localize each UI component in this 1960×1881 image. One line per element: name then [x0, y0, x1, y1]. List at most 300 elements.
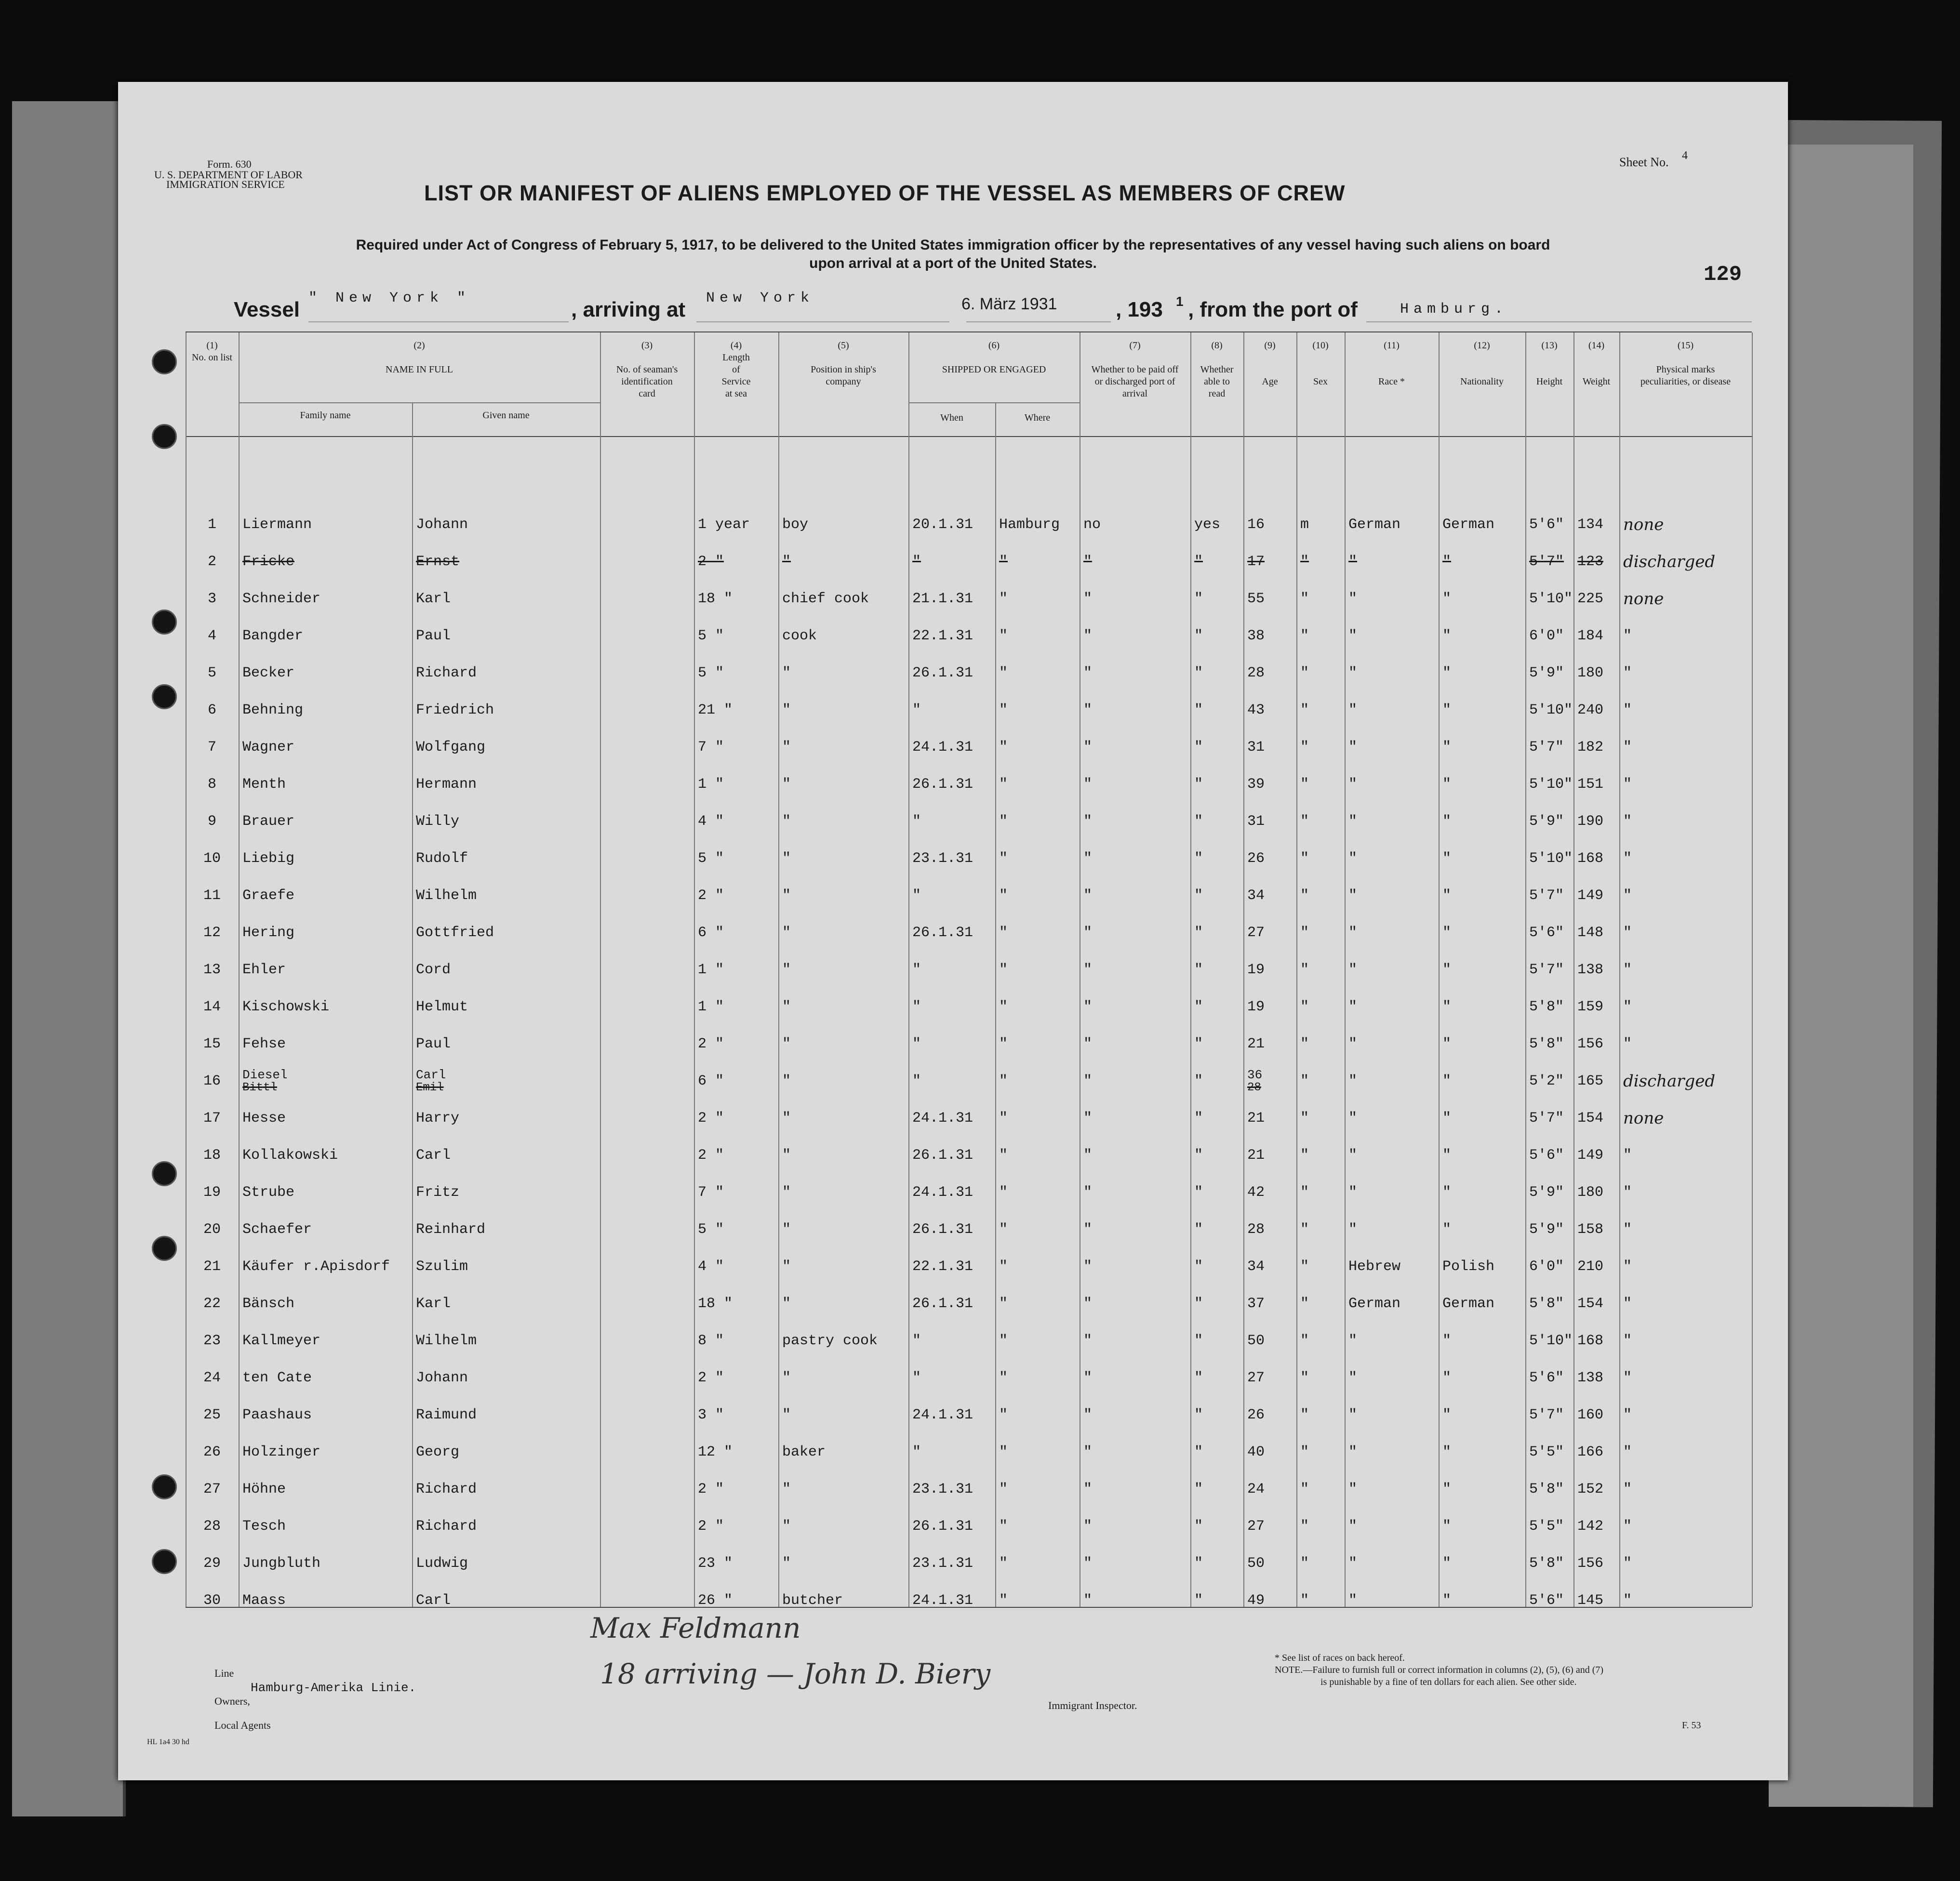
- table-row: [186, 1582, 1749, 1619]
- col2b-label: Given name: [482, 410, 530, 421]
- age: 24: [1247, 1481, 1265, 1497]
- table-row: [186, 654, 1749, 691]
- shipped-when: 26.1.31: [912, 776, 973, 793]
- weight: 134: [1577, 516, 1604, 533]
- shipped-when: ": [912, 1332, 921, 1349]
- nationality: ": [1442, 1406, 1452, 1423]
- row-number: 9: [207, 813, 216, 830]
- vessel-name: " New York ": [308, 290, 471, 306]
- position: ": [782, 1295, 791, 1312]
- id-card: [600, 914, 694, 951]
- department-label: U. S. DEPARTMENT OF LABOR: [154, 169, 303, 181]
- id-card: [600, 1211, 694, 1248]
- weight: 184: [1577, 627, 1604, 644]
- col2-label: NAME IN FULL: [386, 364, 453, 375]
- sex: ": [1300, 1592, 1309, 1609]
- id-card: [600, 580, 694, 617]
- given-name: Szulim: [416, 1258, 468, 1275]
- shipped-when: 22.1.31: [912, 627, 973, 644]
- col12-number: (12): [1474, 340, 1490, 351]
- shipped-where: ": [999, 1073, 1008, 1089]
- sex: ": [1300, 1147, 1309, 1164]
- id-card: [600, 1174, 694, 1211]
- position: baker: [782, 1444, 826, 1460]
- race: ": [1348, 627, 1358, 644]
- form-code: F. 53: [1682, 1720, 1701, 1731]
- age: 50: [1247, 1332, 1265, 1349]
- sex: ": [1300, 1295, 1309, 1312]
- nationality: ": [1442, 998, 1452, 1015]
- row-number: 6: [207, 702, 216, 718]
- age: 37: [1247, 1295, 1265, 1312]
- sex: ": [1300, 1369, 1309, 1386]
- table-row: [186, 729, 1749, 766]
- position: butcher: [782, 1592, 843, 1609]
- able-to-read: ": [1194, 1184, 1203, 1201]
- row-number: 21: [203, 1258, 221, 1275]
- position: ": [782, 813, 791, 830]
- paid-off: ": [1083, 1035, 1093, 1052]
- able-to-read: ": [1194, 627, 1203, 644]
- given-name: [412, 1062, 600, 1099]
- height: 5'6": [1529, 516, 1564, 533]
- shipped-when: ": [912, 961, 921, 978]
- race: ": [1348, 1110, 1358, 1126]
- race: ": [1348, 1481, 1358, 1497]
- age: 49: [1247, 1592, 1265, 1609]
- race: ": [1348, 1073, 1358, 1089]
- age-value: 36: [1247, 1068, 1263, 1083]
- shipped-when: ": [912, 1369, 921, 1386]
- given-name: Raimund: [416, 1406, 477, 1423]
- shipped-where: ": [999, 1555, 1008, 1572]
- height: 5'9": [1529, 813, 1564, 830]
- physical-marks: ": [1623, 739, 1632, 755]
- nationality: ": [1442, 553, 1452, 570]
- shipped-when: 26.1.31: [912, 924, 973, 941]
- sex: ": [1300, 1518, 1309, 1535]
- family-name: ten Cate: [242, 1369, 312, 1386]
- name-subheader-rule: [239, 402, 600, 403]
- physical-marks: ": [1623, 1035, 1632, 1052]
- sex: ": [1300, 887, 1309, 904]
- id-card: [600, 803, 694, 840]
- col8-number: (8): [1211, 340, 1223, 351]
- given-name: Helmut: [416, 998, 468, 1015]
- table-row: [186, 840, 1749, 877]
- race: ": [1348, 813, 1358, 830]
- row-number: 1: [207, 516, 216, 533]
- shipped-where: ": [999, 776, 1008, 793]
- paid-off: ": [1083, 702, 1093, 718]
- weight: 166: [1577, 1444, 1604, 1460]
- sex: m: [1300, 516, 1309, 533]
- row-number: 29: [203, 1555, 221, 1572]
- race: ": [1348, 664, 1358, 681]
- weight: 154: [1577, 1295, 1604, 1312]
- shipped-when: 24.1.31: [912, 1406, 973, 1423]
- race: ": [1348, 1518, 1358, 1535]
- family-name: Höhne: [242, 1481, 286, 1497]
- note-penalty: NOTE.—Failure to furnish full or correct information in columns (2), (5), (6) and (7): [1275, 1665, 1604, 1675]
- length-of-service: 5 ": [698, 1221, 724, 1238]
- family-name: Fehse: [242, 1035, 286, 1052]
- physical-marks: discharged: [1623, 552, 1716, 571]
- nationality: ": [1442, 887, 1452, 904]
- weight: 168: [1577, 1332, 1604, 1349]
- col7-label: Whether to be paid off or discharged port of arrival: [1091, 364, 1179, 399]
- height: 5'10": [1529, 590, 1573, 607]
- col7-number: (7): [1129, 340, 1141, 351]
- height: 5'10": [1529, 1332, 1573, 1349]
- row-number: 20: [203, 1221, 221, 1238]
- sex: ": [1300, 739, 1309, 755]
- given-name: Karl: [416, 1295, 451, 1312]
- race: ": [1348, 1592, 1358, 1609]
- shipped-where: ": [999, 702, 1008, 718]
- table-row: [186, 1211, 1749, 1248]
- age: 28: [1247, 664, 1265, 681]
- able-to-read: ": [1194, 1592, 1203, 1609]
- paid-off: ": [1083, 1147, 1093, 1164]
- able-to-read: ": [1194, 702, 1203, 718]
- sheet-number: 4: [1682, 149, 1688, 162]
- height: 5'8": [1529, 1481, 1564, 1497]
- manifest-sheet: [118, 82, 1788, 1780]
- col4-label: Length of Service at sea: [721, 352, 751, 399]
- table-row: [186, 877, 1749, 914]
- length-of-service: 2 ": [698, 553, 724, 570]
- shipped-when: 24.1.31: [912, 1592, 973, 1609]
- row-number: 12: [203, 924, 221, 941]
- year-label: , 193: [1116, 298, 1163, 321]
- table-header-rule: [186, 436, 1752, 437]
- length-of-service: 2 ": [698, 1481, 724, 1497]
- col14-number: (14): [1588, 340, 1605, 351]
- underline: [966, 321, 1111, 322]
- weight: 240: [1577, 702, 1604, 718]
- table-row: [186, 914, 1749, 951]
- nationality: Polish: [1442, 1258, 1495, 1275]
- id-card: [600, 543, 694, 580]
- position: ": [782, 1035, 791, 1052]
- subtitle-line-2: upon arrival at a port of the United States.: [809, 255, 1097, 271]
- row-number: 15: [203, 1035, 221, 1052]
- given-name: Carl: [416, 1147, 451, 1164]
- id-card: [600, 1099, 694, 1137]
- given-name: Fritz: [416, 1184, 460, 1201]
- family-name: Hesse: [242, 1110, 286, 1126]
- paid-off: ": [1083, 1221, 1093, 1238]
- col6-number: (6): [988, 340, 1000, 351]
- age: 26: [1247, 1406, 1265, 1423]
- physical-marks: ": [1623, 664, 1632, 681]
- length-of-service: 1 ": [698, 776, 724, 793]
- nationality: ": [1442, 702, 1452, 718]
- weight: 156: [1577, 1555, 1604, 1572]
- col15-label: Physical marks peculiarities, or disease: [1640, 364, 1731, 387]
- nationality: ": [1442, 776, 1452, 793]
- col9-number: (9): [1264, 340, 1276, 351]
- paid-off: ": [1083, 776, 1093, 793]
- signature-inspector: 18 arriving — John D. Biery: [600, 1657, 991, 1690]
- position: ": [782, 702, 791, 718]
- table-row: [186, 1062, 1749, 1099]
- nationality: ": [1442, 1555, 1452, 1572]
- paid-off: ": [1083, 1518, 1093, 1535]
- height: 5'10": [1529, 850, 1573, 867]
- length-of-service: 5 ": [698, 664, 724, 681]
- physical-marks: ": [1623, 1369, 1632, 1386]
- physical-marks: ": [1623, 1444, 1632, 1460]
- weight: 158: [1577, 1221, 1604, 1238]
- shipped-where: ": [999, 627, 1008, 644]
- height: 5'5": [1529, 1444, 1564, 1460]
- length-of-service: 26 ": [698, 1592, 733, 1609]
- position: ": [782, 776, 791, 793]
- nationality: ": [1442, 739, 1452, 755]
- family-name: Paashaus: [242, 1406, 312, 1423]
- nationality: ": [1442, 1369, 1452, 1386]
- sex: ": [1300, 776, 1309, 793]
- height: 5'8": [1529, 998, 1564, 1015]
- given-name: Johann: [416, 516, 468, 533]
- table-row: [186, 543, 1749, 580]
- paid-off: ": [1083, 1369, 1093, 1386]
- physical-marks: ": [1623, 627, 1632, 644]
- id-card: [600, 877, 694, 914]
- race: German: [1348, 516, 1401, 533]
- race: ": [1348, 553, 1358, 570]
- given-name: Harry: [416, 1110, 460, 1126]
- race: ": [1348, 1444, 1358, 1460]
- age: 38: [1247, 627, 1265, 644]
- col5-label: Position in ship's company: [811, 364, 876, 387]
- paid-off: ": [1083, 1258, 1093, 1275]
- paid-off: ": [1083, 1444, 1093, 1460]
- family-name: Strube: [242, 1184, 295, 1201]
- shipped-when: ": [912, 1444, 921, 1460]
- position: ": [782, 1147, 791, 1164]
- table-row: [186, 691, 1749, 729]
- physical-marks: ": [1623, 850, 1632, 867]
- family-name: Wagner: [242, 739, 295, 755]
- paid-off: ": [1083, 1295, 1093, 1312]
- sex: ": [1300, 1406, 1309, 1423]
- given-name: Karl: [416, 590, 451, 607]
- shipped-where: Hamburg: [999, 516, 1060, 533]
- nationality: German: [1442, 516, 1495, 533]
- height: 5'6": [1529, 1592, 1564, 1609]
- height: 5'8": [1529, 1555, 1564, 1572]
- shipped-when: 22.1.31: [912, 1258, 973, 1275]
- row-number: 14: [203, 998, 221, 1015]
- weight: 159: [1577, 998, 1604, 1015]
- race: ": [1348, 961, 1358, 978]
- length-of-service: 3 ": [698, 1406, 724, 1423]
- paid-off: ": [1083, 1073, 1093, 1089]
- race: ": [1348, 1147, 1358, 1164]
- table-row: [186, 1322, 1749, 1359]
- shipped-where: ": [999, 1481, 1008, 1497]
- age: 39: [1247, 776, 1265, 793]
- physical-marks: ": [1623, 1295, 1632, 1312]
- inspector-label: Immigrant Inspector.: [1048, 1699, 1137, 1711]
- family-name: Bänsch: [242, 1295, 295, 1312]
- able-to-read: ": [1194, 1332, 1203, 1349]
- id-card: [600, 1285, 694, 1322]
- physical-marks: ": [1623, 1221, 1632, 1238]
- given-name: Wilhelm: [416, 887, 477, 904]
- age: 28: [1247, 1221, 1265, 1238]
- length-of-service: 12 ": [698, 1444, 733, 1460]
- col1-number: (1): [206, 340, 218, 351]
- weight: 168: [1577, 850, 1604, 867]
- race: ": [1348, 924, 1358, 941]
- family-name: Holzinger: [242, 1444, 321, 1460]
- sex: ": [1300, 1332, 1309, 1349]
- weight: 149: [1577, 887, 1604, 904]
- able-to-read: ": [1194, 1406, 1203, 1423]
- family-name: Behning: [242, 702, 304, 718]
- shipped-where: ": [999, 1147, 1008, 1164]
- race: ": [1348, 739, 1358, 755]
- length-of-service: 2 ": [698, 1147, 724, 1164]
- punch-hole: [152, 1161, 177, 1186]
- shipped-when: ": [912, 1073, 921, 1089]
- shipped-where: ": [999, 1221, 1008, 1238]
- paid-off: ": [1083, 1406, 1093, 1423]
- underline: [696, 321, 949, 322]
- given-name: Cord: [416, 961, 451, 978]
- weight: 154: [1577, 1110, 1604, 1126]
- physical-marks: ": [1623, 887, 1632, 904]
- owners-label: Owners,: [214, 1695, 250, 1707]
- table-row: [186, 1508, 1749, 1545]
- sex: ": [1300, 1221, 1309, 1238]
- row-number: 22: [203, 1295, 221, 1312]
- nationality: German: [1442, 1295, 1495, 1312]
- weight: 225: [1577, 590, 1604, 607]
- shipped-when: ": [912, 702, 921, 718]
- weight: 210: [1577, 1258, 1604, 1275]
- table-row: [186, 766, 1749, 803]
- weight: 123: [1577, 553, 1604, 570]
- length-of-service: 6 ": [698, 924, 724, 941]
- length-of-service: 7 ": [698, 739, 724, 755]
- length-of-service: 1 ": [698, 961, 724, 978]
- row-number: 2: [207, 553, 216, 570]
- id-card: [600, 1322, 694, 1359]
- able-to-read: ": [1194, 1147, 1203, 1164]
- shipped-where: ": [999, 998, 1008, 1015]
- physical-marks: ": [1623, 1406, 1632, 1423]
- table-row: [186, 1248, 1749, 1285]
- shipped-when: ": [912, 553, 921, 570]
- given-name: Gottfried: [416, 924, 494, 941]
- from-port-label: , from the port of: [1188, 298, 1358, 321]
- given-name-struck: Emil: [416, 1081, 444, 1094]
- given-name: Hermann: [416, 776, 477, 793]
- family-name: Menth: [242, 776, 286, 793]
- position: chief cook: [782, 590, 869, 607]
- able-to-read: ": [1194, 850, 1203, 867]
- age: 21: [1247, 1110, 1265, 1126]
- vessel-label: Vessel: [234, 298, 300, 321]
- table-row: [186, 1174, 1749, 1211]
- paid-off: ": [1083, 1555, 1093, 1572]
- shipped-where: ": [999, 1035, 1008, 1052]
- shipped-when: 20.1.31: [912, 516, 973, 533]
- paid-off: ": [1083, 1481, 1093, 1497]
- given-name: Wilhelm: [416, 1332, 477, 1349]
- shipped-when: 23.1.31: [912, 850, 973, 867]
- height: 5'6": [1529, 1147, 1564, 1164]
- nationality: ": [1442, 924, 1452, 941]
- sex: ": [1300, 664, 1309, 681]
- height: 5'7": [1529, 961, 1564, 978]
- paid-off: ": [1083, 813, 1093, 830]
- table-row: [186, 1359, 1749, 1396]
- family-name: Bangder: [242, 627, 304, 644]
- race: ": [1348, 1221, 1358, 1238]
- weight: 148: [1577, 924, 1604, 941]
- race: ": [1348, 850, 1358, 867]
- given-name-value: Carl: [416, 1068, 446, 1083]
- table-row: [186, 1025, 1749, 1062]
- shipped-where: ": [999, 1295, 1008, 1312]
- table-row: [186, 506, 1749, 543]
- physical-marks: ": [1623, 998, 1632, 1015]
- table-row: [186, 1396, 1749, 1433]
- age: 19: [1247, 998, 1265, 1015]
- row-number: 11: [203, 887, 221, 904]
- family-name: Becker: [242, 664, 295, 681]
- length-of-service: 2 ": [698, 1369, 724, 1386]
- shipped-subheader-rule: [908, 402, 1080, 403]
- weight: 138: [1577, 1369, 1604, 1386]
- note-races: * See list of races on back hereof.: [1275, 1653, 1405, 1663]
- able-to-read: ": [1194, 961, 1203, 978]
- family-name: Liebig: [242, 850, 295, 867]
- row-number: 16: [203, 1073, 221, 1089]
- age: 31: [1247, 813, 1265, 830]
- shipped-when: ": [912, 1035, 921, 1052]
- shipped-where: ": [999, 850, 1008, 867]
- height: 5'7": [1529, 1110, 1564, 1126]
- given-name: Willy: [416, 813, 460, 830]
- page-stamp: 129: [1704, 263, 1742, 287]
- position: boy: [782, 516, 809, 533]
- paid-off: ": [1083, 961, 1093, 978]
- given-name: Ernst: [416, 553, 460, 570]
- physical-marks: ": [1623, 1481, 1632, 1497]
- age: 27: [1247, 1369, 1265, 1386]
- table-row: [186, 803, 1749, 840]
- sex: ": [1300, 850, 1309, 867]
- id-card: [600, 729, 694, 766]
- given-name: Johann: [416, 1369, 468, 1386]
- height: 5'6": [1529, 1369, 1564, 1386]
- able-to-read: yes: [1194, 516, 1221, 533]
- able-to-read: ": [1194, 590, 1203, 607]
- id-card: [600, 951, 694, 988]
- col3-number: (3): [641, 340, 653, 351]
- age: 19: [1247, 961, 1265, 978]
- position: ": [782, 1555, 791, 1572]
- race: ": [1348, 1184, 1358, 1201]
- paid-off: ": [1083, 590, 1093, 607]
